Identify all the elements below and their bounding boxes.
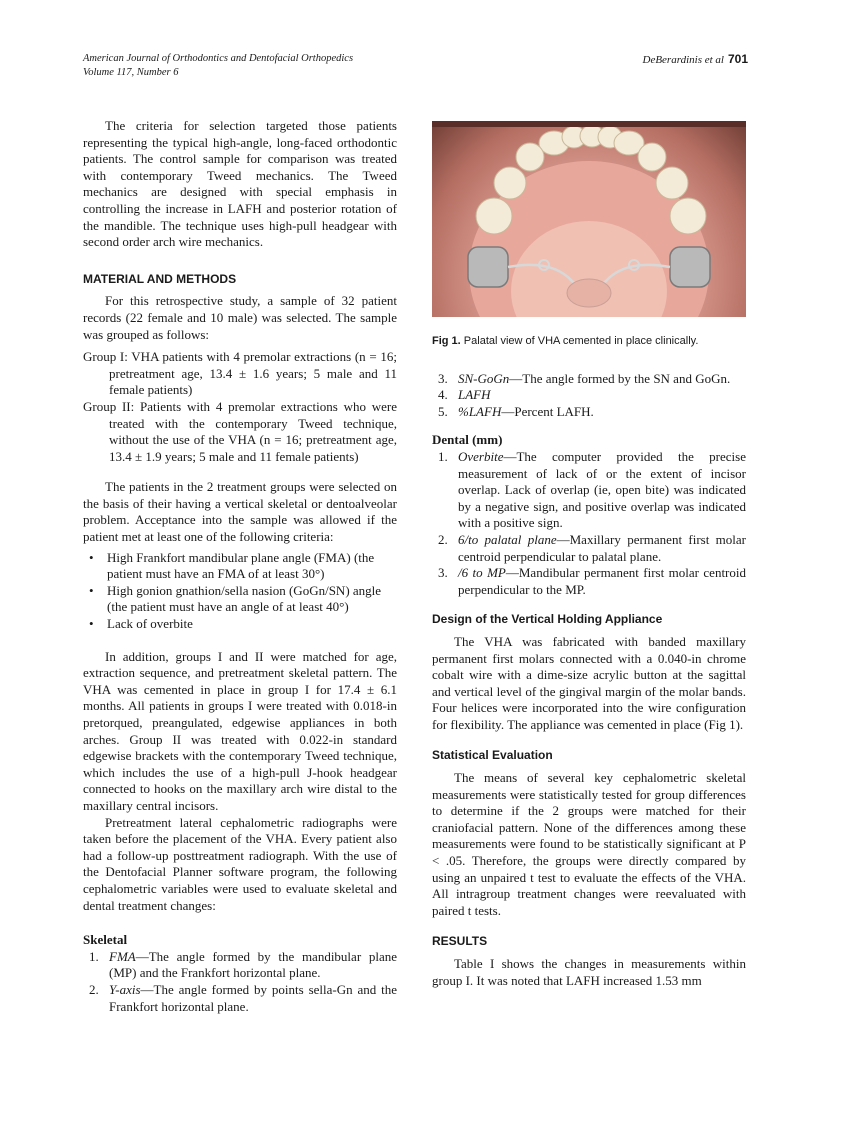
running-header-right [643,52,749,66]
left-column [83,118,397,1015]
skeletal-item: 5. %LAFH—Percent LAFH. [438,403,594,419]
palatal-photo-icon [432,121,746,317]
dental-item: 2. 6/to palatal plane—Maxillary permanent first molar centroid perpendicular to palatal plane. [438,531,746,564]
dental-list [432,449,746,598]
dental-item: 1. Overbite—The computer provided the precise measurement of lack of or the extent of incisor overlap. Lack of overlap (ie, open bite) was indicated by a negative sign, and positive overlap was indicated with a positive sign. [438,448,746,531]
skeletal-list [83,949,397,1015]
skeletal-item: 2. Y-axis—The angle formed by points sella-Gn and the Frankfort horizontal plane. [89,981,397,1014]
criteria-item: • High gonion gnathion/sella nasion (GoGn/SN) angle (the patient must have an angle of at least 40°) [89,582,382,615]
skeletal-item: 3. SN-GoGn—The angle formed by the SN and GoGn. [438,370,731,386]
skeletal-heading: Skeletal [83,932,128,948]
radiograph-paragraph: Pretreatment lateral cephalometric radiographs were taken before the placement of the VHA. Every patient also had a follow-up posttreatment radiograph. With the use of the Dentofacial Planner software program, the following cephalometric variables were used to evaluate skeletal and dental treatment changes: [83,814,397,913]
journal-name: American Journal of Orthodontics and Dentofacial Orthopedics [83,53,354,64]
criteria-item: • High Frankfort mandibular plane angle (FMA) (the patient must have an FMA of at least 30°) [89,549,375,582]
design-paragraph: The VHA was fabricated with banded maxillary permanent first molars connected with a 0.040-in chrome cobalt wire with a dime-size acrylic button at the sagittal and vertical level of the gingival margin of the molar bands. Four helices were incorporated into the wire configuration for flexibility. The appliance was cemented in place (Fig 1). [432,633,746,732]
statistics-paragraph: The means of several key cephalometric skeletal measurements were statistically tested for group differences to determine if the 2 groups were matched for their craniofacial pattern. None of the differences among these measurements were found to be statistically significant at P < .05. Therefore, the groups were directly compared by using an unpaired t test to evaluate the effects of the VHA. All intragroup treatment changes were reevaluated with paired t tests. [432,770,746,918]
matching-paragraph: In addition, groups I and II were matched for age, extraction sequence, and pretreatment skeletal pattern. The VHA was cemented in place in group I for 17.4 ± 6.1 months. All patients in groups I were treated with 0.018-in pretorqued, preangulated, edgewise appliances in both arches. Group II was treated with 0.022-in standard edgewise brackets with the contemporary Tweed technique, which includes the use of a high-pull J-hook headgear connected to hooks on the maxillary arch wire distal to the maxillary central incisors. [83,648,397,813]
intro-paragraph: The criteria for selection targeted those patients representing the typical high-angle, long-faced orthodontic patients. The control sample for comparison was treated with contemporary Tweed mechanics. The Tweed mechanics are designed with special emphasis in controlling the increase in LAFH and posterior rotation of the mandible. The technique uses high-pull headgear with second order arch wire mechanics. [83,118,397,250]
results-heading: RESULTS [432,934,488,949]
journal-volume: Volume 117, Number 6 [83,67,179,78]
running-header-left [83,52,353,80]
skeletal-item: 1. FMA—The angle formed by the mandibular plane (MP) and the Frankfort horizontal plane. [89,948,397,981]
criteria-list [83,550,397,633]
statistics-heading: Statistical Evaluation [432,748,553,763]
dental-item: 3. /6 to MP—Mandibular permanent first molar centroid perpendicular to the MP. [438,565,746,597]
methods-heading: MATERIAL AND METHODS [83,271,237,286]
results-paragraph: Table I shows the changes in measurements within group I. It was noted that LAFH increased 1.53 mm [432,956,746,988]
skeletal-list-continued [432,371,746,421]
authors: DeBerardinis et al [642,54,724,66]
right-column [432,121,746,989]
criteria-paragraph: The patients in the 2 treatment groups were selected on the basis of their having a vertical skeletal or dentoalveolar problem. Acceptance into the sample was allowed if the patient met at least one of the following criteria: [83,479,397,545]
dental-heading: Dental (mm) [432,432,503,448]
palatal-view-figure [432,121,746,317]
figure-caption: Fig 1. Palatal view of VHA cemented in place clinically. [432,335,699,347]
criteria-item: • Lack of overbite [89,616,193,632]
group-2-description: Group II: Patients with 4 premolar extractions who were treated with the contemporary Tweed technique, without the use of the VHA (n = 16; pretreatment age, 13.4 ± 1.9 years; 5 male and 11 female patients) [83,398,397,464]
page-number: 701 [727,52,748,66]
methods-paragraph: For this retrospective study, a sample of 32 patient records (22 female and 10 male) was selected. The sample was grouped as follows: [83,293,397,342]
skeletal-item: 4. LAFH [438,387,491,403]
group-1-description: Group I: VHA patients with 4 premolar extractions (n = 16; pretreatment age, 13.4 ± 1.6 years; 5 male and 11 female patients) [83,349,397,398]
design-heading: Design of the Vertical Holding Appliance [432,612,663,627]
